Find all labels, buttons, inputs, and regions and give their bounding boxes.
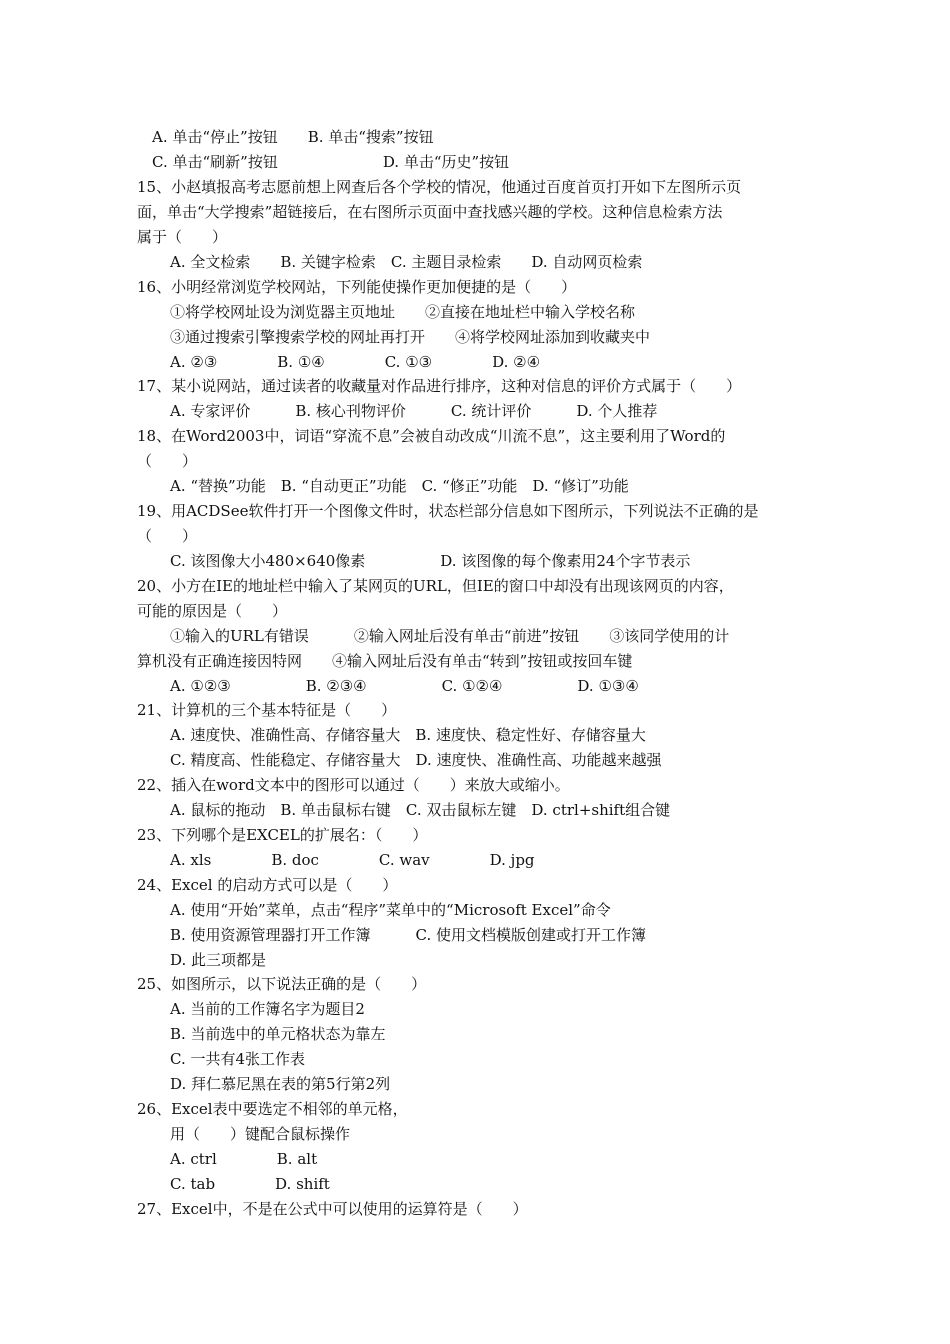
q20-stem-line1: 20、小方在IE的地址栏中输入了某网页的URL，但IE的窗口中却没有出现该网页的内容， <box>137 577 734 595</box>
q22-stem: 22、插入在word文本中的图形可以通过（ ）来放大或缩小。 <box>137 776 570 794</box>
q18-stem-line1: 18、在Word2003中，词语“穿流不息”会被自动改成“川流不息”，这主要利用了Word的 <box>137 427 726 445</box>
q19-stem-line1: 19、用ACDSee软件打开一个图像文件时，状态栏部分信息如下图所示，下列说法不正确的是 <box>137 502 759 520</box>
q19-options: C. 该图像大小480×640像素 D. 该图像的每个像素用24个字节表示 <box>170 552 691 570</box>
q17-stem: 17、某小说网站，通过读者的收藏量对作品进行排序，这种对信息的评价方式属于（ ） <box>137 377 742 395</box>
q23-options: A. xls B. doc C. wav D. jpg <box>170 851 535 869</box>
q26-options-cd: C. tab D. shift <box>170 1175 330 1193</box>
q25-option-d: D. 拜仁慕尼黑在表的第5行第2列 <box>170 1075 391 1093</box>
q15-options: A. 全文检索 B. 关键字检索 C. 主题目录检索 D. 自动网页检索 <box>170 253 643 271</box>
q20-stem-line2: 可能的原因是（ ） <box>137 602 288 620</box>
q15-stem-line2: 面，单击“大学搜索”超链接后，在右图所示页面中查找感兴趣的学校。这种信息检索方法 <box>137 203 723 221</box>
q25-option-a: A. 当前的工作簿名字为题目2 <box>170 1000 365 1018</box>
q19-stem-line2: （ ） <box>137 527 198 545</box>
q26-stem-line1: 26、Excel表中要选定不相邻的单元格， <box>137 1100 408 1118</box>
q27-stem: 27、Excel中，不是在公式中可以使用的运算符是（ ） <box>137 1200 528 1218</box>
q14-options-cd: C. 单击“刷新”按钮 D. 单击“历史”按钮 <box>152 153 510 171</box>
q26-options-ab: A. ctrl B. alt <box>170 1150 318 1168</box>
q25-option-b: B. 当前选中的单元格状态为靠左 <box>170 1025 386 1043</box>
q21-options-cd: C. 精度高、性能稳定、存储容量大 D. 速度快、准确性高、功能越来越强 <box>170 751 662 769</box>
q16-stem: 16、小明经常浏览学校网站，下列能使操作更加便捷的是（ ） <box>137 278 577 296</box>
q20-items-line1: ①输入的URL有错误 ②输入网址后没有单击“前进”按钮 ③该同学使用的计 <box>170 627 730 645</box>
q16-items-1-2: ①将学校网址设为浏览器主页地址 ②直接在地址栏中输入学校名称 <box>170 303 636 321</box>
q21-options-ab: A. 速度快、准确性高、存储容量大 B. 速度快、稳定性好、存储容量大 <box>170 726 646 744</box>
q25-option-c: C. 一共有4张工作表 <box>170 1050 306 1068</box>
q20-items-line2: 算机没有正确连接因特网 ④输入网址后没有单击“转到”按钮或按回车键 <box>137 652 633 670</box>
q24-option-d: D. 此三项都是 <box>170 951 267 969</box>
q26-stem-line2: 用（ ）键配合鼠标操作 <box>170 1125 351 1143</box>
q14-options-ab: A. 单击“停止”按钮 B. 单击“搜索”按钮 <box>152 128 434 146</box>
q15-stem-line3: 属于（ ） <box>137 228 228 246</box>
q15-stem-line1: 15、小赵填报高考志愿前想上网查后各个学校的情况，他通过百度首页打开如下左图所示页 <box>137 178 742 196</box>
q18-options: A. “替换”功能 B. “自动更正”功能 C. “修正”功能 D. “修订”功能 <box>170 477 629 495</box>
q20-options: A. ①②③ B. ②③④ C. ①②④ D. ①③④ <box>170 677 639 695</box>
q24-options-bc: B. 使用资源管理器打开工作簿 C. 使用文档模版创建或打开工作簿 <box>170 926 647 944</box>
q24-stem: 24、Excel 的启动方式可以是（ ） <box>137 876 398 894</box>
q16-options: A. ②③ B. ①④ C. ①③ D. ②④ <box>170 353 541 371</box>
q22-options: A. 鼠标的拖动 B. 单击鼠标右键 C. 双击鼠标左键 D. ctrl+shift组合键 <box>170 801 671 819</box>
q23-stem: 23、下列哪个是EXCEL的扩展名：（ ） <box>137 826 428 844</box>
q25-stem: 25、如图所示，以下说法正确的是（ ） <box>137 975 427 993</box>
q18-stem-line2: （ ） <box>137 452 198 470</box>
q16-items-3-4: ③通过搜索引擎搜索学校的网址再打开 ④将学校网址添加到收藏夹中 <box>170 328 651 346</box>
q17-options: A. 专家评价 B. 核心刊物评价 C. 统计评价 D. 个人推荐 <box>170 402 658 420</box>
q21-stem: 21、计算机的三个基本特征是（ ） <box>137 701 397 719</box>
q24-option-a: A. 使用“开始”菜单，点击“程序”菜单中的“Microsoft Excel”命令 <box>170 901 611 919</box>
